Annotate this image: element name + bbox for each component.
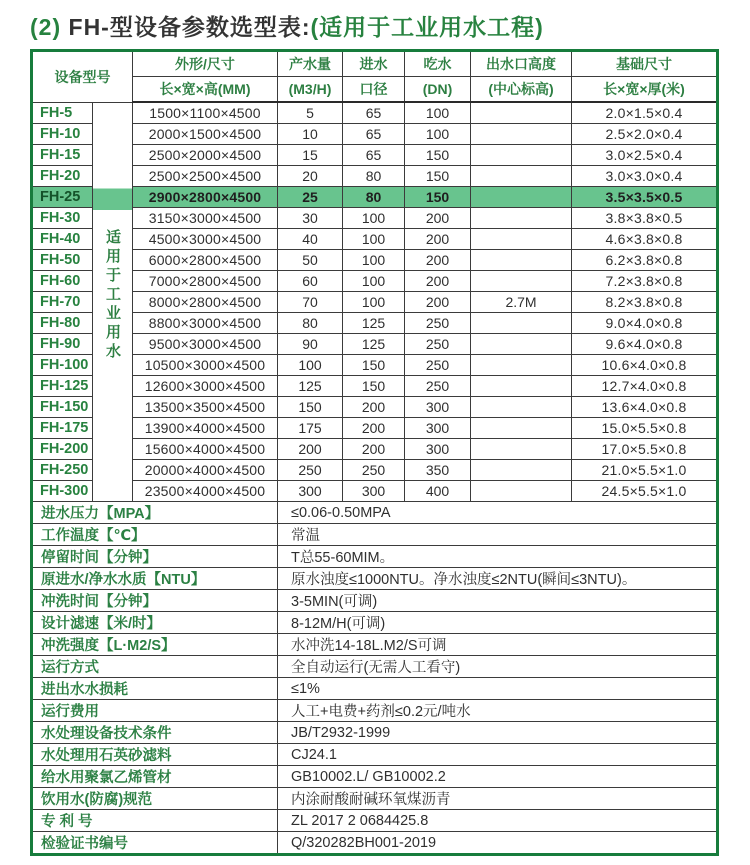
model-cell: FH-50: [32, 250, 93, 271]
page-title: [0, 0, 750, 49]
dims-cell: 2900×2800×4500: [133, 187, 278, 208]
title-main: FH-型设备参数选型表:: [61, 14, 311, 40]
spec-value: T总55-60MIM。: [278, 546, 718, 568]
dims-cell: 2500×2500×4500: [133, 166, 278, 187]
dims-cell: 1500×1100×4500: [133, 102, 278, 124]
inlet-cell: 300: [343, 481, 405, 502]
dn-cell: 300: [405, 439, 471, 460]
outlet-height-cell: [471, 250, 572, 271]
dn-cell: 100: [405, 124, 471, 145]
model-cell: FH-70: [32, 292, 93, 313]
spec-row: [32, 678, 718, 700]
dims-cell: 8000×2800×4500: [133, 292, 278, 313]
inlet-cell: 200: [343, 418, 405, 439]
dn-cell: 250: [405, 313, 471, 334]
dn-cell: 150: [405, 187, 471, 208]
spec-rows: [32, 502, 718, 855]
foundation-cell: 3.0×2.5×0.4: [572, 145, 718, 166]
outlet-height-cell: [471, 102, 572, 124]
foundation-cell: 3.0×3.0×0.4: [572, 166, 718, 187]
spec-value: ≤1%: [278, 678, 718, 700]
spec-row: [32, 568, 718, 590]
inlet-cell: 150: [343, 376, 405, 397]
header-dims: 外形/尺寸: [133, 51, 278, 77]
header-output: 产水量: [278, 51, 343, 77]
output-cell: 125: [278, 376, 343, 397]
spec-row: [32, 722, 718, 744]
foundation-cell: 24.5×5.5×1.0: [572, 481, 718, 502]
foundation-cell: 12.7×4.0×0.8: [572, 376, 718, 397]
spec-label: 饮用水(防腐)规范: [32, 788, 278, 810]
inlet-cell: 100: [343, 292, 405, 313]
inlet-cell: 200: [343, 439, 405, 460]
spec-value: CJ24.1: [278, 744, 718, 766]
model-cell: FH-60: [32, 271, 93, 292]
foundation-cell: 21.0×5.5×1.0: [572, 460, 718, 481]
spec-label: 专 利 号: [32, 810, 278, 832]
outlet-height-cell: [471, 481, 572, 502]
dn-cell: 350: [405, 460, 471, 481]
dn-cell: 200: [405, 229, 471, 250]
foundation-cell: 10.6×4.0×0.8: [572, 355, 718, 376]
model-cell: FH-30: [32, 208, 93, 229]
spec-value: JB/T2932-1999: [278, 722, 718, 744]
model-cell: FH-40: [32, 229, 93, 250]
foundation-cell: 8.2×3.8×0.8: [572, 292, 718, 313]
table-row: [32, 418, 718, 439]
model-cell: FH-200: [32, 439, 93, 460]
model-cell: FH-15: [32, 145, 93, 166]
model-cell: FH-150: [32, 397, 93, 418]
foundation-cell: 4.6×3.8×0.8: [572, 229, 718, 250]
table-row: [32, 229, 718, 250]
header-dims-unit: 长×宽×高(MM): [133, 77, 278, 103]
dims-cell: 13900×4000×4500: [133, 418, 278, 439]
inlet-cell: 80: [343, 187, 405, 208]
model-cell: FH-5: [32, 102, 93, 124]
header-outlet-height: 出水口高度: [471, 51, 572, 77]
table-header: [32, 51, 718, 103]
dims-cell: 12600×3000×4500: [133, 376, 278, 397]
output-cell: 40: [278, 229, 343, 250]
header-foundation-unit: 长×宽×厚(米): [572, 77, 718, 103]
header-output-unit: (M3/H): [278, 77, 343, 103]
spec-row: [32, 700, 718, 722]
output-cell: 90: [278, 334, 343, 355]
spec-row: [32, 744, 718, 766]
spec-value: 水冲洗14-18L.M2/S可调: [278, 634, 718, 656]
spec-label: 设计滤速【米/时】: [32, 612, 278, 634]
inlet-cell: 250: [343, 460, 405, 481]
model-cell: FH-250: [32, 460, 93, 481]
table-row: [32, 313, 718, 334]
inlet-cell: 100: [343, 229, 405, 250]
header-inlet-unit: 口径: [343, 77, 405, 103]
inlet-cell: 150: [343, 355, 405, 376]
dn-cell: 200: [405, 208, 471, 229]
spec-value: 常温: [278, 524, 718, 546]
output-cell: 50: [278, 250, 343, 271]
dn-cell: 100: [405, 102, 471, 124]
outlet-height-cell: [471, 355, 572, 376]
output-cell: 100: [278, 355, 343, 376]
table-row: [32, 124, 718, 145]
output-cell: 20: [278, 166, 343, 187]
output-cell: 30: [278, 208, 343, 229]
spec-value: 3-5MIN(可调): [278, 590, 718, 612]
header-dn-unit: (DN): [405, 77, 471, 103]
outlet-height-cell: 2.7M: [471, 292, 572, 313]
outlet-height-cell: [471, 418, 572, 439]
outlet-height-cell: [471, 376, 572, 397]
foundation-cell: 2.0×1.5×0.4: [572, 102, 718, 124]
foundation-cell: 3.5×3.5×0.5: [572, 187, 718, 208]
output-cell: 60: [278, 271, 343, 292]
foundation-cell: 9.6×4.0×0.8: [572, 334, 718, 355]
spec-row: [32, 502, 718, 524]
vertical-note-cell: [93, 102, 133, 502]
dims-cell: 2000×1500×4500: [133, 124, 278, 145]
spec-label: 停留时间【分钟】: [32, 546, 278, 568]
spec-value: 8-12M/H(可调): [278, 612, 718, 634]
dims-cell: 8800×3000×4500: [133, 313, 278, 334]
output-cell: 5: [278, 102, 343, 124]
table-row: [32, 481, 718, 502]
spec-row: [32, 810, 718, 832]
header-row-2: [32, 77, 718, 103]
output-cell: 10: [278, 124, 343, 145]
table-row: [32, 102, 718, 124]
dn-cell: 250: [405, 376, 471, 397]
dims-cell: 4500×3000×4500: [133, 229, 278, 250]
model-cell: FH-20: [32, 166, 93, 187]
output-cell: 200: [278, 439, 343, 460]
inlet-cell: 125: [343, 334, 405, 355]
inlet-cell: 100: [343, 250, 405, 271]
spec-label: 进出水水损耗: [32, 678, 278, 700]
spec-label: 工作温度【℃】: [32, 524, 278, 546]
spec-value: ZL 2017 2 0684425.8: [278, 810, 718, 832]
dn-cell: 300: [405, 397, 471, 418]
spec-row: [32, 766, 718, 788]
outlet-height-cell: [471, 187, 572, 208]
output-cell: 70: [278, 292, 343, 313]
outlet-height-cell: [471, 124, 572, 145]
dn-cell: 200: [405, 250, 471, 271]
spec-label: 给水用聚氯乙烯管材: [32, 766, 278, 788]
dims-cell: 15600×4000×4500: [133, 439, 278, 460]
spec-value: 人工+电费+药剂≤0.2元/吨水: [278, 700, 718, 722]
model-cell: FH-100: [32, 355, 93, 376]
outlet-height-cell: [471, 145, 572, 166]
outlet-height-cell: [471, 271, 572, 292]
model-cell: FH-90: [32, 334, 93, 355]
spec-value: 内涂耐酸耐碱环氧煤沥青: [278, 788, 718, 810]
spec-label: 冲洗强度【L·M2/S】: [32, 634, 278, 656]
model-cell: FH-175: [32, 418, 93, 439]
inlet-cell: 65: [343, 124, 405, 145]
title-index: (2): [30, 14, 62, 40]
spec-label: 水处理设备技术条件: [32, 722, 278, 744]
dn-cell: 200: [405, 292, 471, 313]
outlet-height-cell: [471, 313, 572, 334]
dn-cell: 250: [405, 334, 471, 355]
spec-value: 全自动运行(无需人工看守): [278, 656, 718, 678]
inlet-cell: 80: [343, 166, 405, 187]
spec-label: 进水压力【MPA】: [32, 502, 278, 524]
table-row: [32, 292, 718, 313]
outlet-height-cell: [471, 439, 572, 460]
dims-cell: 23500×4000×4500: [133, 481, 278, 502]
inlet-cell: 200: [343, 397, 405, 418]
spec-row: [32, 788, 718, 810]
table-row: [32, 397, 718, 418]
spec-row: [32, 832, 718, 855]
table-row: [32, 460, 718, 481]
spec-value: ≤0.06-0.50MPA: [278, 502, 718, 524]
table-row: [32, 166, 718, 187]
dn-cell: 250: [405, 355, 471, 376]
outlet-height-cell: [471, 208, 572, 229]
output-cell: 15: [278, 145, 343, 166]
dims-cell: 13500×3500×4500: [133, 397, 278, 418]
spec-value: 原水浊度≤1000NTU。净水浊度≤2NTU(瞬间≤3NTU)。: [278, 568, 718, 590]
outlet-height-cell: [471, 166, 572, 187]
foundation-cell: 13.6×4.0×0.8: [572, 397, 718, 418]
foundation-cell: 3.8×3.8×0.5: [572, 208, 718, 229]
table-row: [32, 334, 718, 355]
table-row: [32, 376, 718, 397]
dims-cell: 9500×3000×4500: [133, 334, 278, 355]
output-cell: 25: [278, 187, 343, 208]
spec-label: 冲洗时间【分钟】: [32, 590, 278, 612]
foundation-cell: 15.0×5.5×0.8: [572, 418, 718, 439]
model-cell: FH-25: [32, 187, 93, 208]
foundation-cell: 9.0×4.0×0.8: [572, 313, 718, 334]
model-cell: FH-125: [32, 376, 93, 397]
table-row: [32, 250, 718, 271]
output-cell: 175: [278, 418, 343, 439]
dn-cell: 400: [405, 481, 471, 502]
dn-cell: 200: [405, 271, 471, 292]
table-row: [32, 355, 718, 376]
dims-cell: 20000×4000×4500: [133, 460, 278, 481]
spec-label: 运行方式: [32, 656, 278, 678]
spec-row: [32, 656, 718, 678]
spec-value: GB10002.L/ GB10002.2: [278, 766, 718, 788]
output-cell: 150: [278, 397, 343, 418]
foundation-cell: 6.2×3.8×0.8: [572, 250, 718, 271]
dn-cell: 150: [405, 145, 471, 166]
inlet-cell: 125: [343, 313, 405, 334]
inlet-cell: 100: [343, 271, 405, 292]
spec-row: [32, 612, 718, 634]
table-row: [32, 145, 718, 166]
output-cell: 250: [278, 460, 343, 481]
foundation-cell: 17.0×5.5×0.8: [572, 439, 718, 460]
dims-cell: 6000×2800×4500: [133, 250, 278, 271]
foundation-cell: 2.5×2.0×0.4: [572, 124, 718, 145]
table-row: [32, 208, 718, 229]
inlet-cell: 100: [343, 208, 405, 229]
spec-table: [30, 49, 719, 856]
header-dn: 吃水: [405, 51, 471, 77]
spec-label: 运行费用: [32, 700, 278, 722]
dims-cell: 10500×3000×4500: [133, 355, 278, 376]
dims-cell: 3150×3000×4500: [133, 208, 278, 229]
spec-row: [32, 590, 718, 612]
dn-cell: 300: [405, 418, 471, 439]
model-cell: FH-80: [32, 313, 93, 334]
table-row: [32, 271, 718, 292]
dn-cell: 150: [405, 166, 471, 187]
title-subtitle: (适用于工业用水工程): [310, 14, 544, 40]
outlet-height-cell: [471, 397, 572, 418]
vertical-note: 适用于工业用水: [104, 228, 121, 362]
outlet-height-cell: [471, 460, 572, 481]
header-foundation: 基础尺寸: [572, 51, 718, 77]
output-cell: 300: [278, 481, 343, 502]
table-row: [32, 439, 718, 460]
spec-row: [32, 546, 718, 568]
spec-label: 原进水/净水水质【NTU】: [32, 568, 278, 590]
dims-cell: 2500×2000×4500: [133, 145, 278, 166]
foundation-cell: 7.2×3.8×0.8: [572, 271, 718, 292]
model-cell: FH-10: [32, 124, 93, 145]
spec-value: Q/320282BH001-2019: [278, 832, 718, 855]
output-cell: 80: [278, 313, 343, 334]
inlet-cell: 65: [343, 145, 405, 166]
table-row: [32, 187, 718, 208]
header-model: 设备型号: [32, 51, 133, 103]
outlet-height-cell: [471, 229, 572, 250]
outlet-height-cell: [471, 334, 572, 355]
header-row-1: [32, 51, 718, 77]
header-inlet: 进水: [343, 51, 405, 77]
inlet-cell: 65: [343, 102, 405, 124]
spec-row: [32, 634, 718, 656]
spec-row: [32, 524, 718, 546]
model-rows: [32, 102, 718, 502]
spec-label: 水处理用石英砂滤料: [32, 744, 278, 766]
header-outlet-height-unit: (中心标高): [471, 77, 572, 103]
spec-label: 检验证书编号: [32, 832, 278, 855]
dims-cell: 7000×2800×4500: [133, 271, 278, 292]
model-cell: FH-300: [32, 481, 93, 502]
